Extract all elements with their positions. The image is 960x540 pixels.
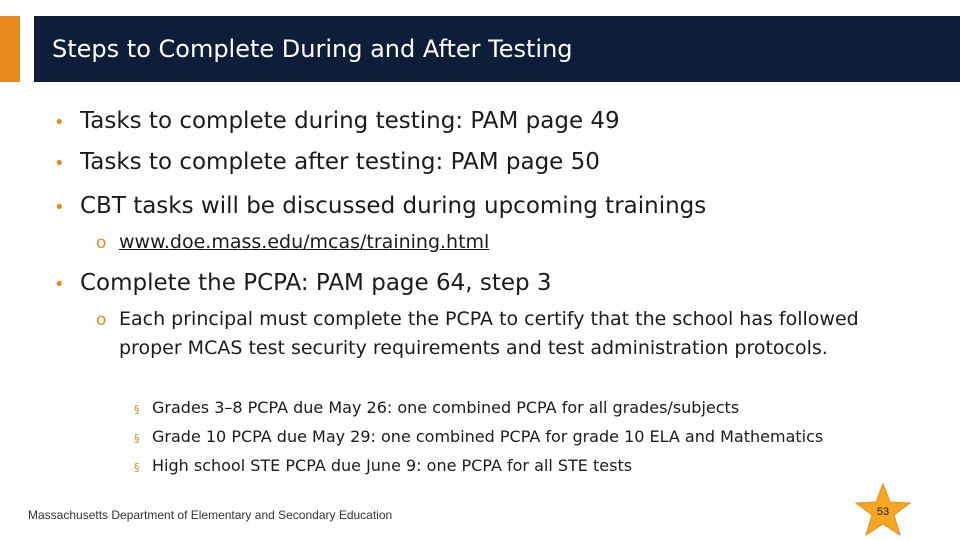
footer-org: Massachusetts Department of Elementary and Secondary Education [28, 508, 393, 522]
subsub-bullet-item [134, 455, 632, 479]
page-number: 53 [876, 506, 890, 518]
subsub-bullet-text: High school STE PCPA due June 9: one PCPA for all STE tests [152, 456, 633, 475]
bullet-item [54, 106, 620, 138]
bullet-text: Complete the PCPA: PAM page 64, step 3 [80, 270, 552, 296]
title-bar [34, 16, 960, 82]
sub-bullet-icon: o [96, 310, 107, 330]
bullet-text: Tasks to complete after testing: PAM page 50 [80, 149, 600, 175]
training-link[interactable]: www.doe.mass.edu/mcas/training.html [119, 231, 490, 253]
sub-bullet-item [96, 228, 489, 258]
bullet-icon: • [54, 153, 65, 174]
page-title: Steps to Complete During and After Testing [52, 35, 573, 63]
subsub-bullet-text: Grades 3–8 PCPA due May 26: one combined PCPA for all grades/subjects [152, 398, 740, 417]
square-bullet-icon: § [134, 403, 140, 416]
bullet-icon: • [54, 197, 65, 218]
subsub-bullet-item [134, 397, 739, 421]
square-bullet-icon: § [134, 461, 140, 474]
subsub-bullet-item [134, 426, 823, 450]
square-bullet-icon: § [134, 432, 140, 445]
sub-bullet-text: Each principal must complete the PCPA to certify that the school has followed proper MCAS test security requirements and test administration protocols. [119, 308, 859, 359]
sub-bullet-icon: o [96, 233, 107, 253]
bullet-item [54, 147, 600, 179]
bullet-text: CBT tasks will be discussed during upcoming trainings [80, 193, 707, 219]
subsub-bullet-text: Grade 10 PCPA due May 29: one combined PCPA for grade 10 ELA and Mathematics [152, 427, 824, 446]
bullet-item [54, 268, 552, 300]
bullet-item [54, 191, 706, 223]
bullet-text: Tasks to complete during testing: PAM page 49 [80, 108, 620, 134]
accent-bar [0, 16, 20, 82]
bullet-icon: • [54, 274, 65, 295]
bullet-icon: • [54, 112, 65, 133]
sub-bullet-item [96, 305, 899, 363]
